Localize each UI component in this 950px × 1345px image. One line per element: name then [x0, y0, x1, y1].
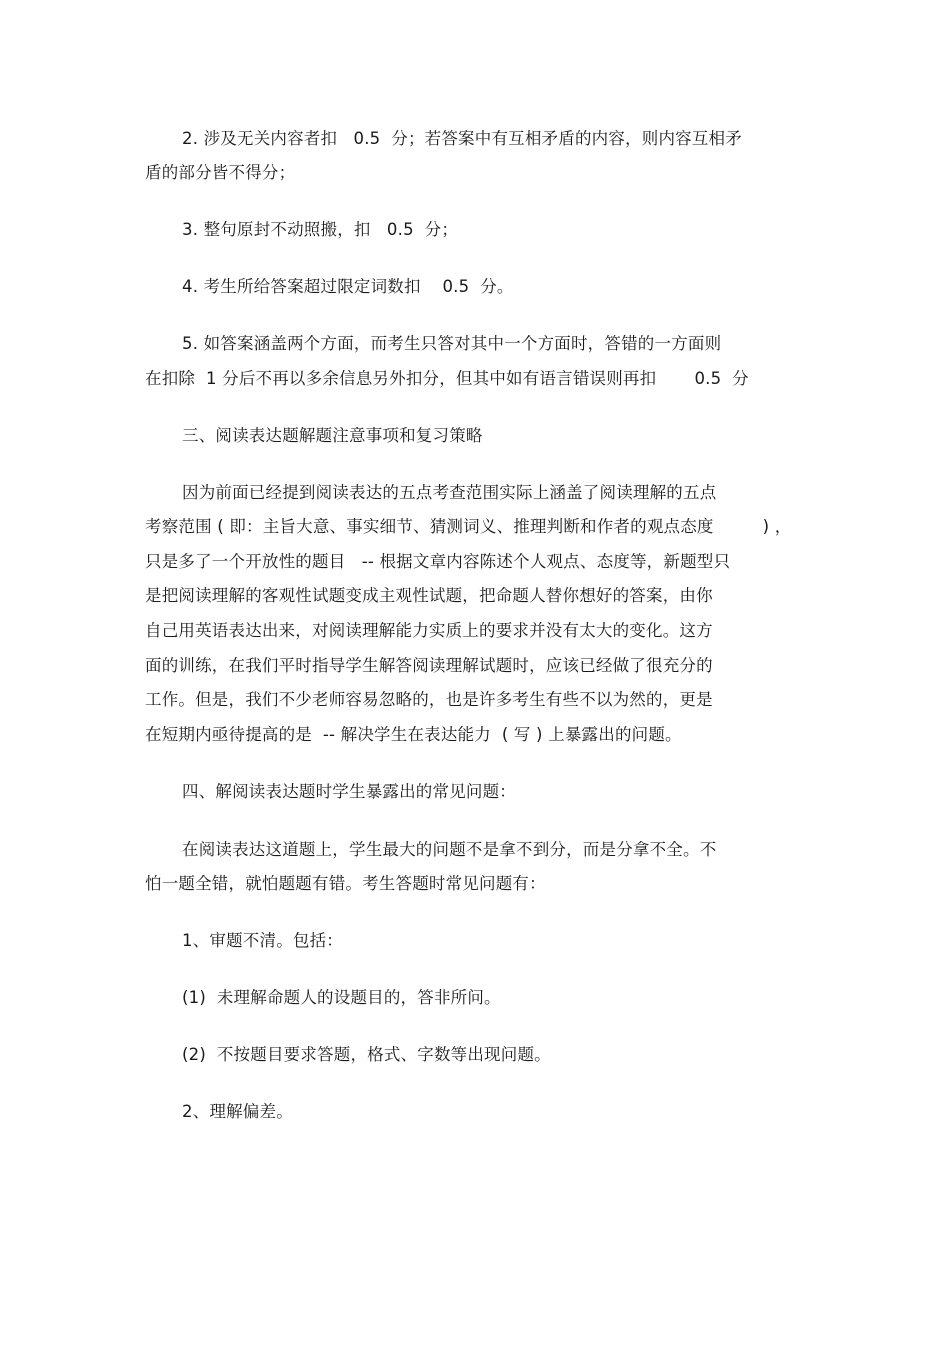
paragraph-1-line-3: 只是多了一个开放性的题目 -- 根据文章内容陈述个人观点、态度等，新题型只	[145, 552, 731, 571]
paragraph-2-line-2: 怕一题全错，就怕题题有错。考生答题时常见问题有：	[145, 874, 546, 893]
scoring-rule-5-line-1: 5. 如答案涵盖两个方面，而考生只答对其中一个方面时，答错的一方面则	[182, 334, 722, 353]
paragraph-1-line-4: 是把阅读理解的客观性试题变成主观性试题，把命题人替你想好的答案，由你	[145, 586, 713, 605]
scoring-rule-2-line-2: 盾的部分皆不得分；	[145, 163, 296, 182]
list-subitem-1: (1) 未理解命题人的设题目的，答非所问。	[182, 988, 501, 1007]
paragraph-2-line-1: 在阅读表达这道题上，学生最大的问题不是拿不到分，而是分拿不全。不	[182, 840, 717, 859]
paragraph-1-line-6: 面的训练，在我们平时指导学生解答阅读理解试题时，应该已经做了很充分的	[145, 656, 713, 675]
paragraph-1-line-1: 因为前面已经提到阅读表达的五点考查范围实际上涵盖了阅读理解的五点	[182, 483, 717, 502]
list-item-1: 1、审题不清。包括：	[182, 931, 343, 950]
section-heading-4: 四、解阅读表达题时学生暴露出的常见问题：	[182, 782, 516, 801]
list-item-2: 2、理解偏差。	[182, 1102, 293, 1121]
paragraph-1-line-8: 在短期内亟待提高的是 -- 解决学生在表达能力 ( 写 ) 上暴露出的问题。	[145, 725, 682, 744]
list-subitem-2: (2) 不按题目要求答题，格式、字数等出现问题。	[182, 1045, 551, 1064]
section-heading-3: 三、阅读表达题解题注意事项和复习策略	[182, 426, 483, 445]
scoring-rule-5-line-2: 在扣除 1 分后不再以多余信息另外扣分，但其中如有语言错误则再扣 0.5 分	[145, 369, 749, 388]
scoring-rule-4: 4. 考生所给答案超过限定词数扣 0.5 分。	[182, 277, 514, 296]
scoring-rule-2-line-1: 2. 涉及无关内容者扣 0.5 分；若答案中有互相矛盾的内容，则内容互相矛	[182, 129, 742, 148]
scoring-rule-3: 3. 整句原封不动照搬，扣 0.5 分；	[182, 220, 459, 239]
paragraph-1-line-5: 自己用英语表达出来，对阅读理解能力实质上的要求并没有太大的变化。这方	[145, 621, 713, 640]
paragraph-1-line-2: 考察范围 ( 即：主旨大意、事实细节、猜测词义、推理判断和作者的观点态度 ) ，	[145, 517, 792, 536]
paragraph-1-line-7: 工作。但是，我们不少老师容易忽略的，也是许多考生有些不以为然的，更是	[145, 690, 713, 709]
